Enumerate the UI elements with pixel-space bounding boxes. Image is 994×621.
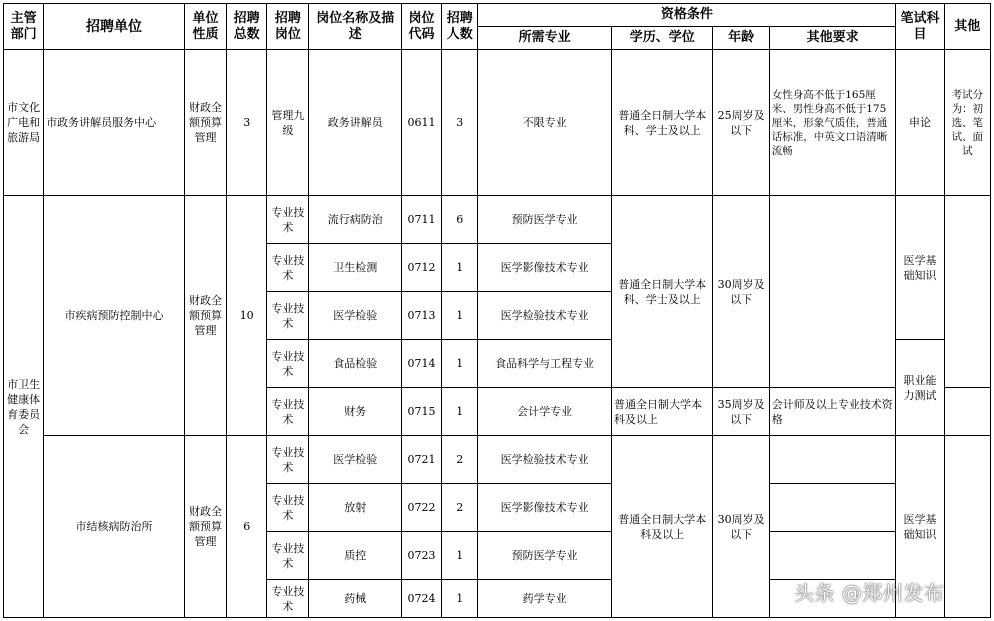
post-cell: 专业技术	[267, 244, 309, 292]
unit-cell: 市疾病预防控制中心	[44, 196, 185, 436]
age-cell: 25周岁及以下	[713, 50, 769, 196]
degree-cell: 普通全日制大学本科、学士及以上	[611, 196, 713, 388]
title-cell: 医学检验	[309, 292, 401, 340]
major-cell: 食品科学与工程专业	[478, 340, 612, 388]
header-nature: 单位性质	[184, 4, 226, 50]
header-post: 招聘岗位	[267, 4, 309, 50]
major-cell: 医学检验技术专业	[478, 436, 612, 484]
major-cell: 会计学专业	[478, 388, 612, 436]
major-cell: 医学检验技术专业	[478, 292, 612, 340]
total-cell: 6	[227, 436, 267, 618]
post-cell: 专业技术	[267, 580, 309, 618]
other-cell	[944, 436, 990, 618]
code-cell: 0715	[401, 388, 441, 436]
major-cell: 医学影像技术专业	[478, 244, 612, 292]
header-qualification: 资格条件	[478, 4, 896, 27]
exam-cell: 医学基础知识	[896, 436, 944, 618]
nature-cell: 财政全额预算管理	[184, 196, 226, 436]
age-cell: 30周岁及以下	[713, 196, 769, 388]
degree-cell: 普通全日制大学本科、学士及以上	[611, 50, 713, 196]
code-cell: 0721	[401, 436, 441, 484]
header-total: 招聘总数	[227, 4, 267, 50]
unit-cell: 市结核病防治所	[44, 436, 185, 618]
exam-cell: 申论	[896, 50, 944, 196]
exam-cell: 职业能力测试	[896, 340, 944, 436]
other-req-cell	[769, 532, 896, 580]
count-cell: 2	[442, 436, 478, 484]
title-cell: 放射	[309, 484, 401, 532]
table-row	[4, 436, 991, 484]
major-cell: 预防医学专业	[478, 196, 612, 244]
total-cell: 10	[227, 196, 267, 436]
count-cell: 3	[442, 50, 478, 196]
other-cell	[944, 388, 990, 436]
post-cell: 专业技术	[267, 340, 309, 388]
title-cell: 卫生检测	[309, 244, 401, 292]
code-cell: 0713	[401, 292, 441, 340]
count-cell: 1	[442, 532, 478, 580]
title-cell: 药械	[309, 580, 401, 618]
post-cell: 专业技术	[267, 292, 309, 340]
header-unit: 招聘单位	[44, 4, 185, 50]
other-req-cell: 会计师及以上专业技术资格	[769, 388, 896, 436]
major-cell: 医学影像技术专业	[478, 484, 612, 532]
post-cell: 专业技术	[267, 532, 309, 580]
code-cell: 0711	[401, 196, 441, 244]
watermark-text: 头条 @郑州发布	[794, 581, 945, 605]
post-cell: 专业技术	[267, 484, 309, 532]
major-cell: 不限专业	[478, 50, 612, 196]
other-req-cell	[769, 436, 896, 484]
code-cell: 0611	[401, 50, 441, 196]
other-req-cell	[769, 196, 896, 388]
code-cell: 0724	[401, 580, 441, 618]
header-major: 所需专业	[478, 27, 612, 50]
count-cell: 1	[442, 244, 478, 292]
count-cell: 1	[442, 340, 478, 388]
other-cell: 考试分为：初选、笔试、面试	[944, 50, 990, 196]
header-code: 岗位代码	[401, 4, 441, 50]
count-cell: 1	[442, 388, 478, 436]
major-cell: 药学专业	[478, 580, 612, 618]
title-cell: 质控	[309, 532, 401, 580]
code-cell: 0712	[401, 244, 441, 292]
count-cell: 1	[442, 580, 478, 618]
recruitment-table	[3, 3, 991, 618]
title-cell: 政务讲解员	[309, 50, 401, 196]
code-cell: 0714	[401, 340, 441, 388]
age-cell: 35周岁及以下	[713, 388, 769, 436]
post-cell: 专业技术	[267, 388, 309, 436]
title-cell: 财务	[309, 388, 401, 436]
exam-cell: 医学基础知识	[896, 196, 944, 340]
unit-cell: 市政务讲解员服务中心	[44, 50, 185, 196]
header-exam: 笔试科目	[896, 4, 944, 50]
header-other: 其他	[944, 4, 990, 50]
degree-cell: 普通全日制大学本科及以上	[611, 388, 713, 436]
count-cell: 2	[442, 484, 478, 532]
total-cell: 3	[227, 50, 267, 196]
age-cell: 30周岁及以下	[713, 436, 769, 618]
header-row-1	[4, 4, 991, 27]
header-other-req: 其他要求	[769, 27, 896, 50]
count-cell: 6	[442, 196, 478, 244]
header-degree: 学历、学位	[611, 27, 713, 50]
post-cell: 专业技术	[267, 196, 309, 244]
nature-cell: 财政全额预算管理	[184, 50, 226, 196]
header-count: 招聘人数	[442, 4, 478, 50]
other-cell	[944, 196, 990, 388]
other-req-cell: 女性身高不低于165厘米、男性身高不低于175厘米，形象气质佳，普通话标准，中英文口语清晰流畅	[769, 50, 896, 196]
title-cell: 医学检验	[309, 436, 401, 484]
table-row	[4, 196, 991, 244]
other-req-cell	[769, 484, 896, 532]
code-cell: 0723	[401, 532, 441, 580]
dept-cell: 市卫生健康体育委员会	[4, 196, 44, 618]
nature-cell: 财政全额预算管理	[184, 436, 226, 618]
major-cell: 预防医学专业	[478, 532, 612, 580]
dept-cell: 市文化广电和旅游局	[4, 50, 44, 196]
header-age: 年龄	[713, 27, 769, 50]
header-dept: 主管部门	[4, 4, 44, 50]
degree-cell: 普通全日制大学本科及以上	[611, 436, 713, 618]
count-cell: 1	[442, 292, 478, 340]
post-cell: 专业技术	[267, 436, 309, 484]
title-cell: 流行病防治	[309, 196, 401, 244]
table-row	[4, 50, 991, 196]
title-cell: 食品检验	[309, 340, 401, 388]
code-cell: 0722	[401, 484, 441, 532]
post-cell: 管理九级	[267, 50, 309, 196]
header-title-desc: 岗位名称及描述	[309, 4, 401, 50]
